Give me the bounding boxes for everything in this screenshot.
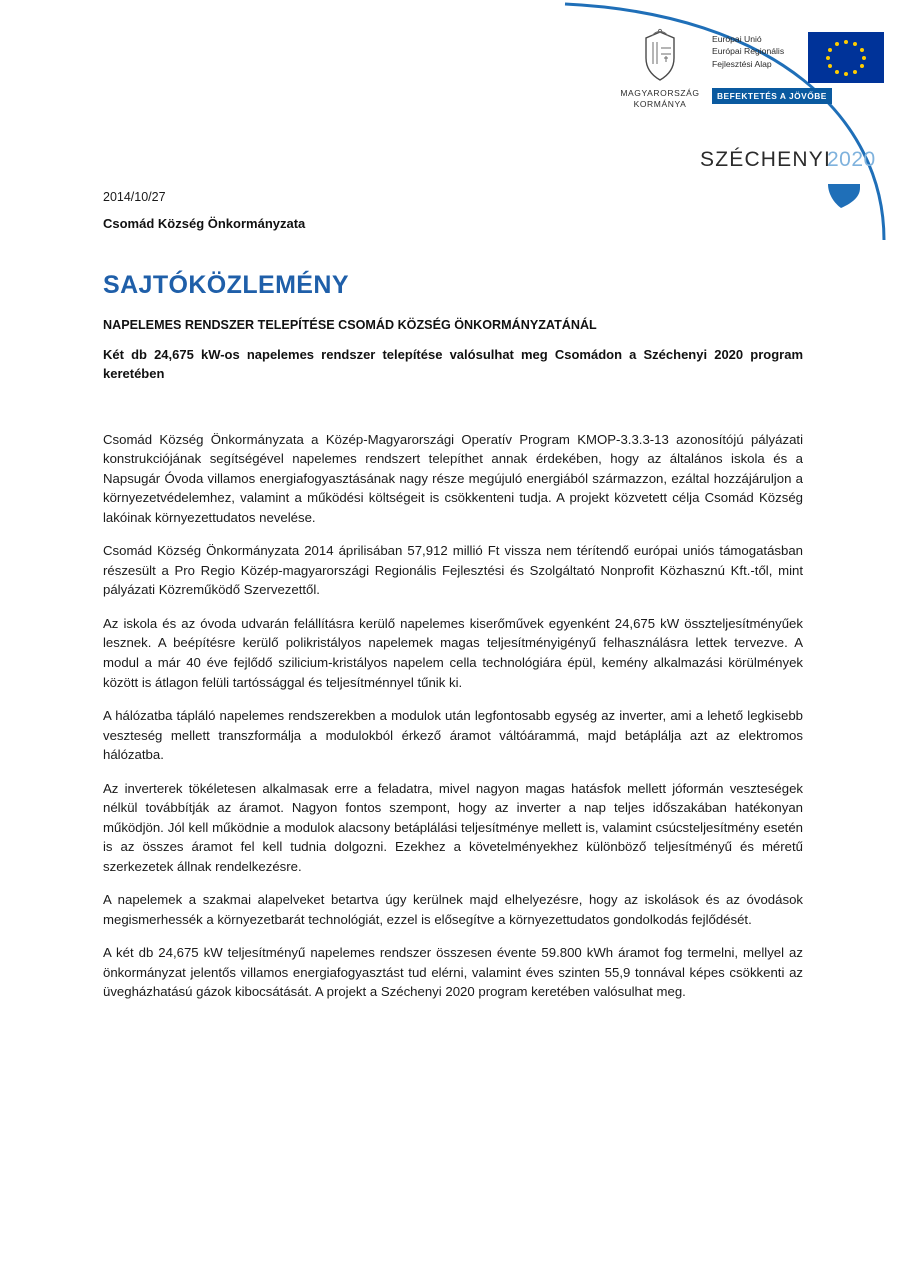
body-paragraph: A hálózatba tápláló napelemes rendszerekben a modulok után legfontosabb egység az inverter, ami a lehető legkisebb veszteség mellett transzformálja a modulokból érkező áramot váltóárammá, majd betáplálja azt az elektromos hálózatba. bbox=[103, 708, 803, 763]
eu-logo-block bbox=[712, 32, 884, 104]
hungarian-coat-of-arms-icon bbox=[638, 28, 682, 84]
eu-line-3: Fejlesztési Alap bbox=[712, 58, 772, 69]
body-paragraph: Csomád Község Önkormányzata 2014 áprilisában 57,912 millió Ft vissza nem térítendő európai uniós támogatásban részesült a Pro Regio Közép-magyarországi Regionális Fejlesztési és Szolgáltató Nonprofit Közhasznú Kft.-től, mint pályázati Közreműködő Szervezettől. bbox=[103, 543, 803, 598]
gov-line-1: MAGYARORSZÁG bbox=[620, 88, 700, 98]
body-paragraph: A két db 24,675 kW teljesítményű napelemes rendszer összesen évente 59.800 kWh áramot fog termelni, mellyel az önkormányzat jelentős villamos energiafogyasztást tud elérni, valamint éves szinten 55,9 tonnával képes csökkenti az üvegházhatású gázok kibocsátását. A projekt a Széchenyi 2020 program keretében valósulhat meg. bbox=[103, 945, 803, 1000]
eu-flag-icon bbox=[808, 32, 884, 83]
szechenyi-year: 2020 bbox=[827, 148, 876, 171]
map-pin-icon bbox=[818, 170, 864, 210]
document-subtitle: NAPELEMES RENDSZER TELEPÍTÉSE CSOMÁD KÖZSÉG ÖNKORMÁNYZATÁNÁL bbox=[103, 318, 597, 332]
body-paragraph: A napelemek a szakmai alapelveket betartva úgy kerülnek majd elhelyezésre, hogy az iskolások és az óvodások megismerhessék a környezetbarát technológiát, ezzel is elősegítve a környezettudatos gondolkodás fejlődését. bbox=[103, 892, 803, 927]
body-paragraph: Az inverterek tökéletesen alkalmasak erre a feladatra, mivel nagyon magas hatásfok mellett jóformán veszteségek nélkül továbbítják az áramot. Nagyon fontos szempont, hogy az inverter a nap teljes időszakában hatékonyan működjön. Jól kell működnie a modulok alacsony betáplálási teljesítménye mellett is, valamint csúcsteljesítmény esetén is az összes áramot fel kell tudnia dolgozni. Ezekhez a követelményekhez különböző teljesítményű és méretű szerkezetek állnak rendelkezésre. bbox=[103, 780, 803, 874]
hungarian-government-label bbox=[612, 88, 708, 109]
gov-line-2: KORMÁNYA bbox=[633, 98, 687, 109]
eu-fund-label bbox=[712, 32, 808, 70]
issuing-organization: Csomád Község Önkormányzata bbox=[103, 216, 306, 231]
hungarian-government-logo bbox=[612, 28, 708, 109]
document-lead: Két db 24,675 kW-os napelemes rendszer telepítése valósulhat meg Csomádon a Széchenyi 2020 program keretében bbox=[103, 347, 803, 381]
page-title: SAJTÓKÖZLEMÉNY bbox=[103, 271, 349, 299]
szechenyi-word: SZÉCHENYI bbox=[700, 148, 831, 171]
document-date: 2014/10/27 bbox=[103, 190, 166, 204]
body-paragraph: Csomád Község Önkormányzata a Közép-Magyarországi Operatív Program KMOP-3.3.3-13 azonosítójú pályázati konstrukciójának segítségével napelemes rendszert telepíthet annak érdekében, hogy az általános iskola és a Napsugár Óvoda villamos energiafogyasztásának nagy része megújuló energiából származzon, ezáltal hozzájáruljon a környezetvédelemhez, valamint a működési költségeit is csökkenteni tudja. A projekt közvetett célja Csomád Község lakóinak környezettudatos nevelése. bbox=[103, 431, 803, 525]
eu-investment-banner: BEFEKTETÉS A JÖVŐBE bbox=[712, 88, 832, 104]
body-paragraph: Az iskola és az óvoda udvarán felállításra kerülő napelemes kiserőművek egyenként 24,675 kW összteljesítményűek lesznek. A beépítésre kerülő polikristályos napelemek magas teljesítményigényű felhasználásra lettek tervezve. A modul a már 40 éve fejlődő szilicium-kristályos napelem cella technológiára épül, kemény alkalmazási körülmények között is átlagon felüli tartóssággal és teljesítménnyel tűnik ki. bbox=[103, 615, 803, 690]
eu-flag-stars bbox=[808, 32, 884, 83]
eu-line-1: Európai Unió bbox=[712, 34, 762, 44]
eu-logo-row bbox=[712, 32, 884, 83]
document-body bbox=[103, 190, 803, 1016]
eu-line-2: Európai Regionális bbox=[712, 46, 785, 57]
